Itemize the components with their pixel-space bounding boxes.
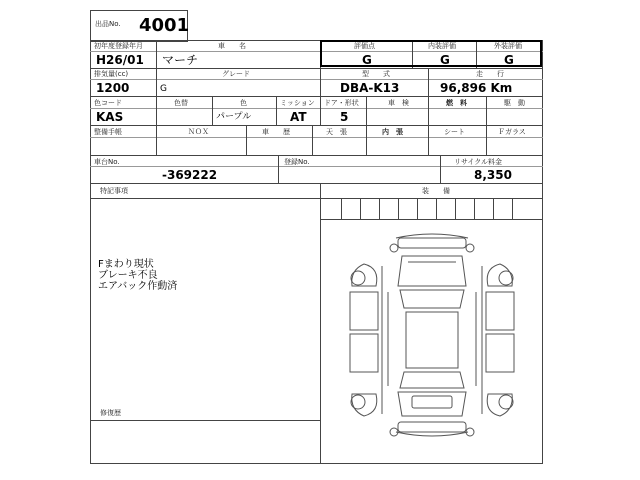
score-value: G	[362, 53, 372, 67]
interior-grade-label: 内装評価	[428, 42, 456, 50]
grade-value: G	[160, 84, 167, 94]
first-registration-label: 初年度登録年月	[94, 42, 143, 50]
car-name-label: 車 名	[218, 42, 246, 50]
remarks-lines	[98, 259, 177, 292]
doors-label: ドア・形状	[324, 99, 359, 107]
displacement-value: 1200	[96, 81, 130, 95]
first-registration-value: H26/01	[96, 53, 144, 67]
interior-trim-label: 内 張	[382, 128, 403, 136]
remark-line: エアバック作動済	[98, 281, 178, 292]
remarks-label: 特記事項	[100, 187, 128, 195]
interior-grade-value: G	[440, 53, 450, 67]
chassis-number-value: -369222	[162, 168, 218, 182]
repair-history-label: 修復歴	[100, 409, 121, 417]
mileage-value: 96,896 Km	[440, 81, 513, 95]
model-code-value: DBA-K13	[340, 81, 400, 95]
displacement-label: 排気量(cc)	[94, 70, 129, 78]
remark-line: Fまわり現状	[98, 259, 154, 270]
windshield-label: Ｆガラス	[498, 128, 526, 136]
exterior-grade-value: G	[504, 53, 514, 67]
lot-number: 4001	[139, 15, 190, 36]
lot-number-label: 出品No.	[95, 20, 121, 28]
nox-label: ＮＯＸ	[188, 128, 209, 136]
grade-label: グレード	[222, 70, 250, 78]
color-code-value: KAS	[96, 110, 124, 124]
inspection-label: 車 検	[388, 99, 409, 107]
car-name-value: マーチ	[162, 53, 199, 67]
color-change-label: 色替	[174, 99, 188, 107]
lot-number-box	[90, 10, 188, 42]
car-damage-diagram	[336, 226, 528, 448]
chassis-number-label: 車台No.	[94, 158, 120, 166]
history-label: 車 歴	[262, 128, 290, 136]
color-label: 色	[240, 99, 247, 107]
transmission-label: ミッション	[280, 99, 315, 107]
model-code-label: 型 式	[362, 70, 390, 78]
headliner-label: 天 張	[326, 128, 347, 136]
service-book-label: 整備手帳	[94, 128, 122, 136]
color-code-label: 色コード	[94, 99, 122, 107]
seat-label: シート	[444, 128, 465, 136]
exterior-grade-label: 外装評価	[494, 42, 522, 50]
color-value: パープル	[216, 112, 252, 122]
score-label: 評価点	[354, 42, 375, 50]
recycle-fee-label: リサイクル料金	[454, 158, 503, 166]
equipment-grid	[320, 198, 542, 220]
drive-label: 駆 動	[504, 99, 525, 107]
registration-number-label: 登録No.	[284, 158, 310, 166]
equipment-label: 装 備	[422, 187, 450, 195]
remark-line: ブレーキ不良	[98, 270, 158, 281]
fuel-label: 燃 料	[446, 99, 467, 107]
transmission-value: AT	[290, 110, 307, 124]
mileage-label: 走 行	[476, 70, 504, 78]
recycle-fee-value: 8,350	[474, 168, 512, 182]
doors-value: 5	[340, 110, 349, 124]
